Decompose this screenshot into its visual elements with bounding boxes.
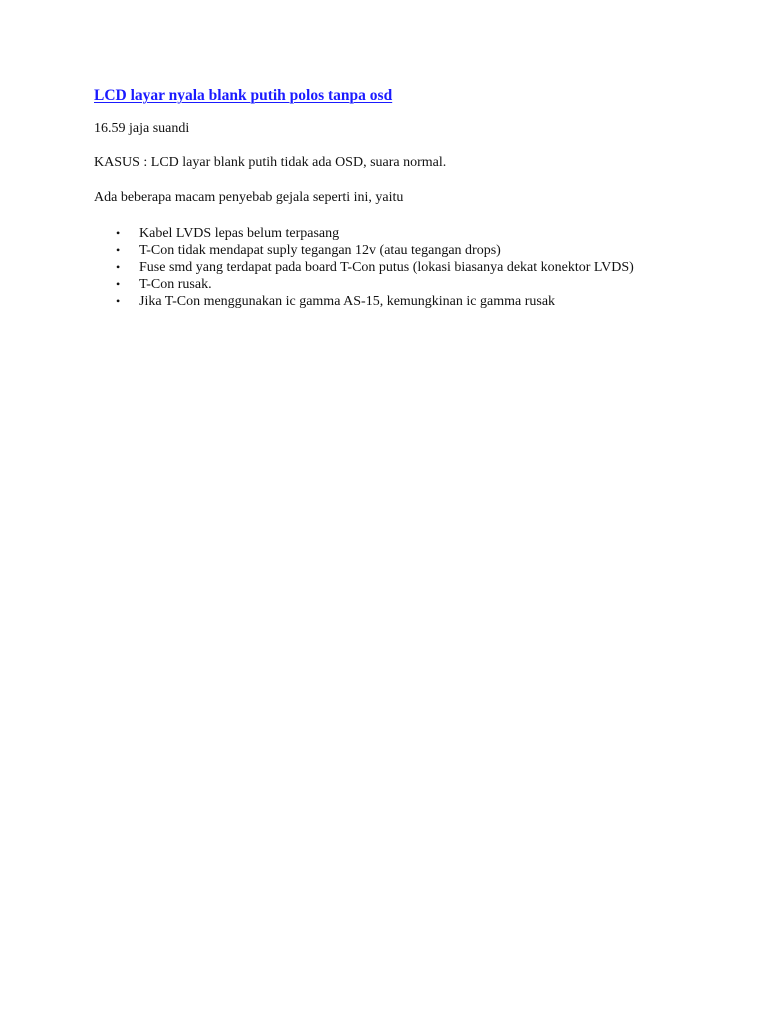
cause-text: Kabel LVDS lepas belum terpasang [139,226,340,241]
cause-item [94,259,654,276]
cause-item [94,293,654,310]
cause-item [94,276,654,293]
cause-item [94,225,654,242]
causes-list [94,225,654,310]
post-meta: 16.59 jaja suandi [94,121,190,136]
case-description: KASUS : LCD layar blank putih tidak ada OSD, suara normal. [94,155,447,170]
bullet-icon: • [116,260,121,274]
cause-text: Fuse smd yang terdapat pada board T-Con putus (lokasi biasanya dekat konektor LVDS) [139,260,634,275]
bullet-icon: • [116,226,121,240]
cause-text: Jika T-Con menggunakan ic gamma AS-15, kemungkinan ic gamma rusak [139,294,556,309]
cause-text: T-Con tidak mendapat suply tegangan 12v (atau tegangan drops) [139,243,501,258]
cause-text: T-Con rusak. [139,277,212,292]
bullet-icon: • [116,294,121,308]
post-title-link[interactable]: LCD layar nyala blank putih polos tanpa osd [94,87,393,104]
cause-item [94,242,654,259]
bullet-icon: • [116,243,121,257]
bullet-icon: • [116,277,121,291]
causes-intro: Ada beberapa macam penyebab gejala seperti ini, yaitu [94,190,404,205]
